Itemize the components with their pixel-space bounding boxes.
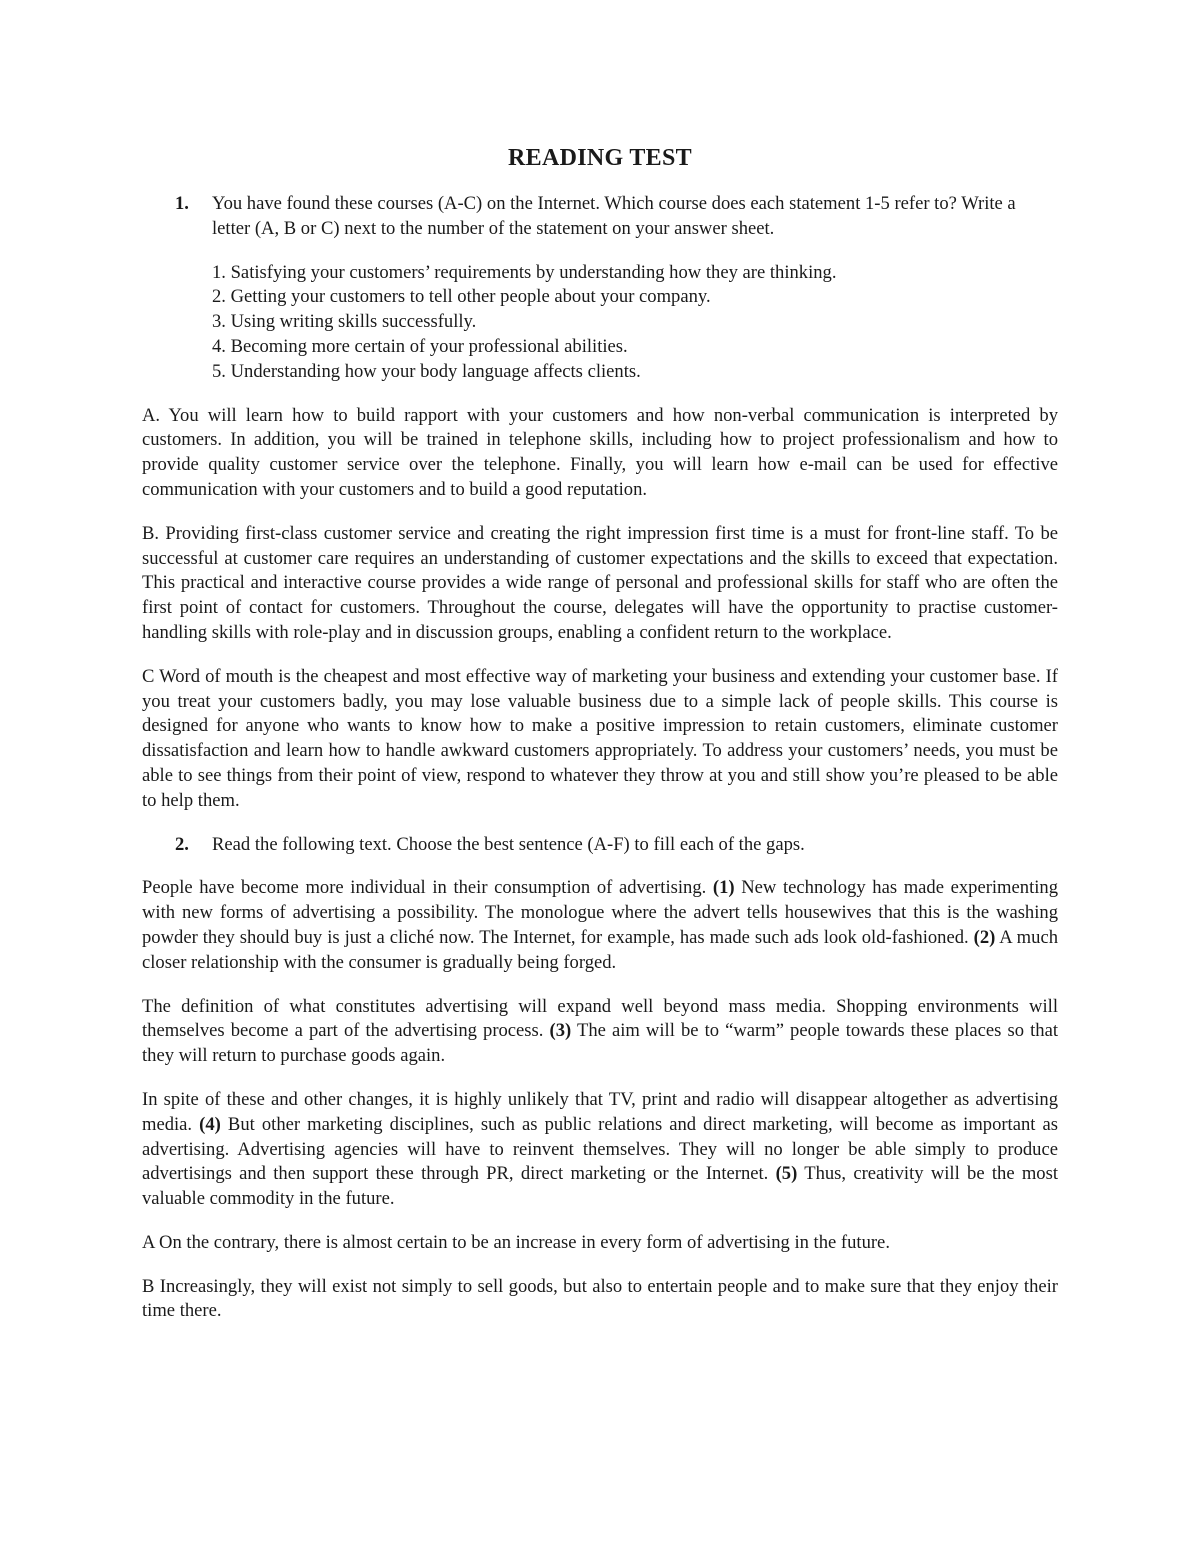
text-paragraph-3 [142, 1088, 1058, 1212]
statement-item-3: 3. Using writing skills successfully. [212, 311, 477, 333]
text-p3-sentence-1: In spite of these and other changes, it is highly unlikely that TV, print and radio will disappear altogether as advertising media. [142, 1088, 1058, 1135]
task-1-instruction [142, 192, 1058, 242]
gap-3-marker: (3) [549, 1020, 572, 1042]
page-title: READING TEST [508, 145, 692, 171]
text-p3-sentence-2: But other marketing disciplines, such as public relations and direct marketing, will become as important as advertising. Advertising agencies will have to reinvent themselves. They will no longer be able simply to produce advertisings and then support these through PR, direct marketing or the Internet. [142, 1113, 1059, 1185]
option-a-sentence: A On the contrary, there is almost certain to be an increase in every form of advertising in the future. [142, 1231, 890, 1253]
text-paragraph-2 [142, 995, 1058, 1069]
statement-item-5: 5. Understanding how your body language affects clients. [212, 360, 641, 382]
task-1-instruction-text: You have found these courses (A-C) on the Internet. Which course does each statement 1-5 refer to? Write a letter (A, B or C) next to the number of the statement on your answer sheet. [212, 193, 1016, 239]
statement-list [212, 261, 1058, 385]
text-p1-sentence-1: People have become more individual in their consumption of advertising. [142, 877, 713, 899]
gap-1-marker: (1) [712, 877, 735, 899]
statement-item-4: 4. Becoming more certain of your professional abilities. [212, 335, 628, 357]
course-a-paragraph: A. You will learn how to build rapport with your customers and how non-verbal communication is interpreted by customers. In addition, you will be trained in telephone skills, including how to project professionalism and how to provide quality customer service over the telephone. Finally, you will learn how e-mail can be used for effective communication with your customers and to build a good reputation. [142, 404, 1058, 500]
text-paragraph-1 [142, 876, 1058, 975]
gap-5-marker: (5) [775, 1163, 798, 1185]
text-p1-sentence-3: A much closer relationship with the consumer is gradually being forged. [142, 926, 1058, 973]
text-p3-sentence-3: Thus, creativity will be the most valuable commodity in the future. [142, 1163, 1059, 1210]
text-p2-sentence-1: The definition of what constitutes advertising will expand well beyond mass media. Shopping environments will themselves become a part of the advertising process. [142, 995, 1058, 1042]
document-content [142, 142, 1058, 1343]
task-2-instruction-text: Read the following text. Choose the best sentence (A-F) to fill each of the gaps. [212, 833, 805, 855]
task-1-number: 1. [175, 193, 189, 214]
statement-item-1: 1. Satisfying your customers’ requirements by understanding how they are thinking. [212, 261, 837, 283]
task-2-number: 2. [175, 833, 189, 855]
gap-4-marker: (4) [199, 1113, 221, 1135]
option-b-sentence: B Increasingly, they will exist not simply to sell goods, but also to entertain people and to make sure that they enjoy their time there. [142, 1275, 1058, 1322]
statement-item-2: 2. Getting your customers to tell other people about your company. [212, 286, 711, 308]
task-2-instruction [142, 833, 1058, 858]
course-c-paragraph: C Word of mouth is the cheapest and most effective way of marketing your business and extending your customer base. If you treat your customers badly, you may lose valuable business due to a simple lack of people skills. This course is designed for anyone who wants to know how to make a positive impression to retain customers, eliminate customer dissatisfaction and learn how to handle awkward customers appropriately. To address your customers’ needs, you must be able to see things from their point of view, respond to whatever they throw at you and still show you’re pleased to be able to help them. [142, 665, 1058, 811]
text-p1-sentence-2: New technology has made experimenting with new forms of advertising a possibility. The monologue where the advert tells housewives that this is the washing powder they should buy is just a cliché now. The Internet, for example, has made such ads look old-fashioned. [142, 877, 1058, 948]
course-b-paragraph: B. Providing first-class customer service and creating the right impression first time is a must for front-line staff. To be successful at customer care requires an understanding of customer expectations and the skills to exceed that expectation. This practical and interactive course provides a wide range of personal and professional skills for staff who are often the first point of contact for customers. Throughout the course, delegates will have the opportunity to practise customer-handling skills with role-play and in discussion groups, enabling a confident return to the workplace. [142, 522, 1058, 643]
text-p2-sentence-2: The aim will be to “warm” people towards these places so that they will return to purchase goods again. [142, 1020, 1058, 1067]
gap-2-marker: (2) [973, 926, 996, 948]
